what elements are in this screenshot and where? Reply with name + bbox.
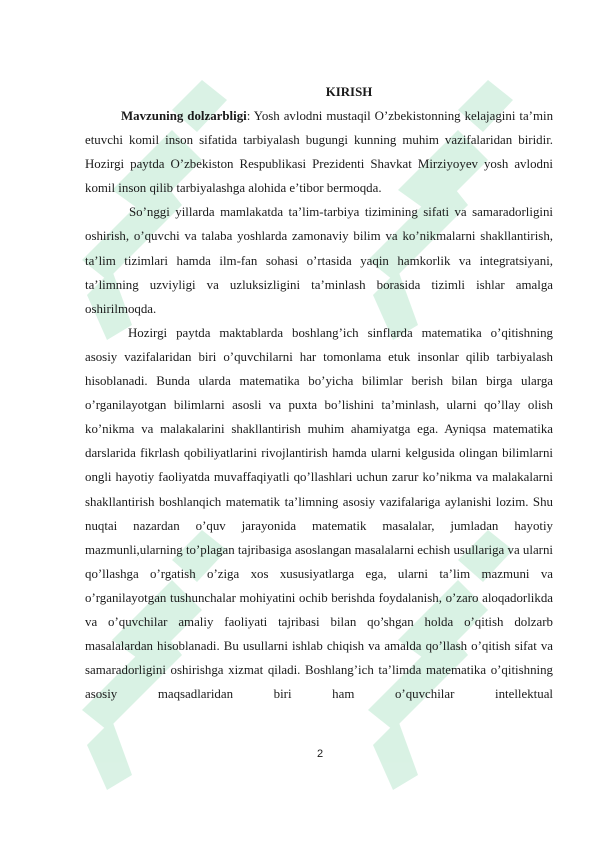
section-title: KIRISH bbox=[325, 85, 373, 99]
paragraph-lead: Mavzuning dolzarbligi bbox=[121, 109, 247, 123]
paragraph-text: : Yosh avlodni mustaqil O’zbekistonning kelajagini ta’min etuvchi komil inson sifatida tarbiyalash bugungi kunning muhim vazifalaridan biridir. Hozirgi paytda O’zbekiston Respublikasi Prezidenti Shavkat Mirziyoyev yosh avlodni komil inson qilib tarbiyalashga alohida e’tibor bermoqda. bbox=[85, 109, 554, 196]
page-number: 2 bbox=[316, 748, 324, 760]
document-body bbox=[85, 80, 553, 706]
paragraph-text: Hozirgi paytda maktablarda boshlang’ich sinflarda matematika o’qitishning asosiy vazifalaridan biri o’quvchilarni har tomonlama etuk insonlar qilib tarbiyalash hisoblanadi. Bunda ularda matematika bo’yicha bilimlar berish bilan birga ularga o’rganilayotgan bilimlarni asosli va puxta bo’lishini ta’minlash, ularni qo’llay olish ko’nikma va malakalarini shakllantirish muhim ahamiyatga ega. Ayniqsa matematika darslarida fikrlash qobiliyatlarini rivojlantirish hamda ularni kelgusida olingan bilimlarni ongli hayotiy faoliyatda muvaffaqiyatli qo’llashlari uchun zarur ko’nikma va malakalarni shakllantirish boshlanqich matematik ta’limning asosiy vazifalariga aylanishi lozim. Shu nuqtai nazardan o’quv jarayonida matematik masalalar, jumladan hayotiy mazmunli,ularning to’plagan tajribasiga asoslangan masalalarni echish usullariga va ularni qo’llashga o’rgatish o’ziga xos xususiyatlarga ega, ularni ta’lim mazmuni va o’rganilayotgan tushunchalar mohiyatini ochib berishda foydalanish, o’zaro aloqadorlikda va o’quvchilar amaliy faoliyati tajribasi bilan qo’shgan holda o’qitish dolzarb masalalardan hisoblanadi. Bu usullarni ishlab chiqish va amalda qo’llash o’qitish sifat va samaradorligini oshirishga xizmat qiladi. Boshlang’ich ta’limda matematika o’qitishning asosiy maqsadlaridan biri ham o’quvchilar intellektual bbox=[85, 325, 553, 702]
paragraph-relevance bbox=[85, 104, 553, 200]
paragraph-math-teaching bbox=[85, 321, 553, 707]
paragraph-text: So’nggi yillarda mamlakatda ta’lim-tarbiya tizimining sifati va samaradorligini oshirish, o’quvchi va talaba yoshlarda zamonaviy bilim va ko’nikmalarni shakllantirish, ta’lim tizimlari hamda ilm-fan sohasi o’rtasida yaqin hamkorlik va integratsiyani, ta’limning uzviyligi va uzluksizligini ta’minlash borasida tizimli ishlar amalga oshirilmoqda. bbox=[85, 205, 553, 316]
paragraph-reforms bbox=[85, 200, 553, 320]
